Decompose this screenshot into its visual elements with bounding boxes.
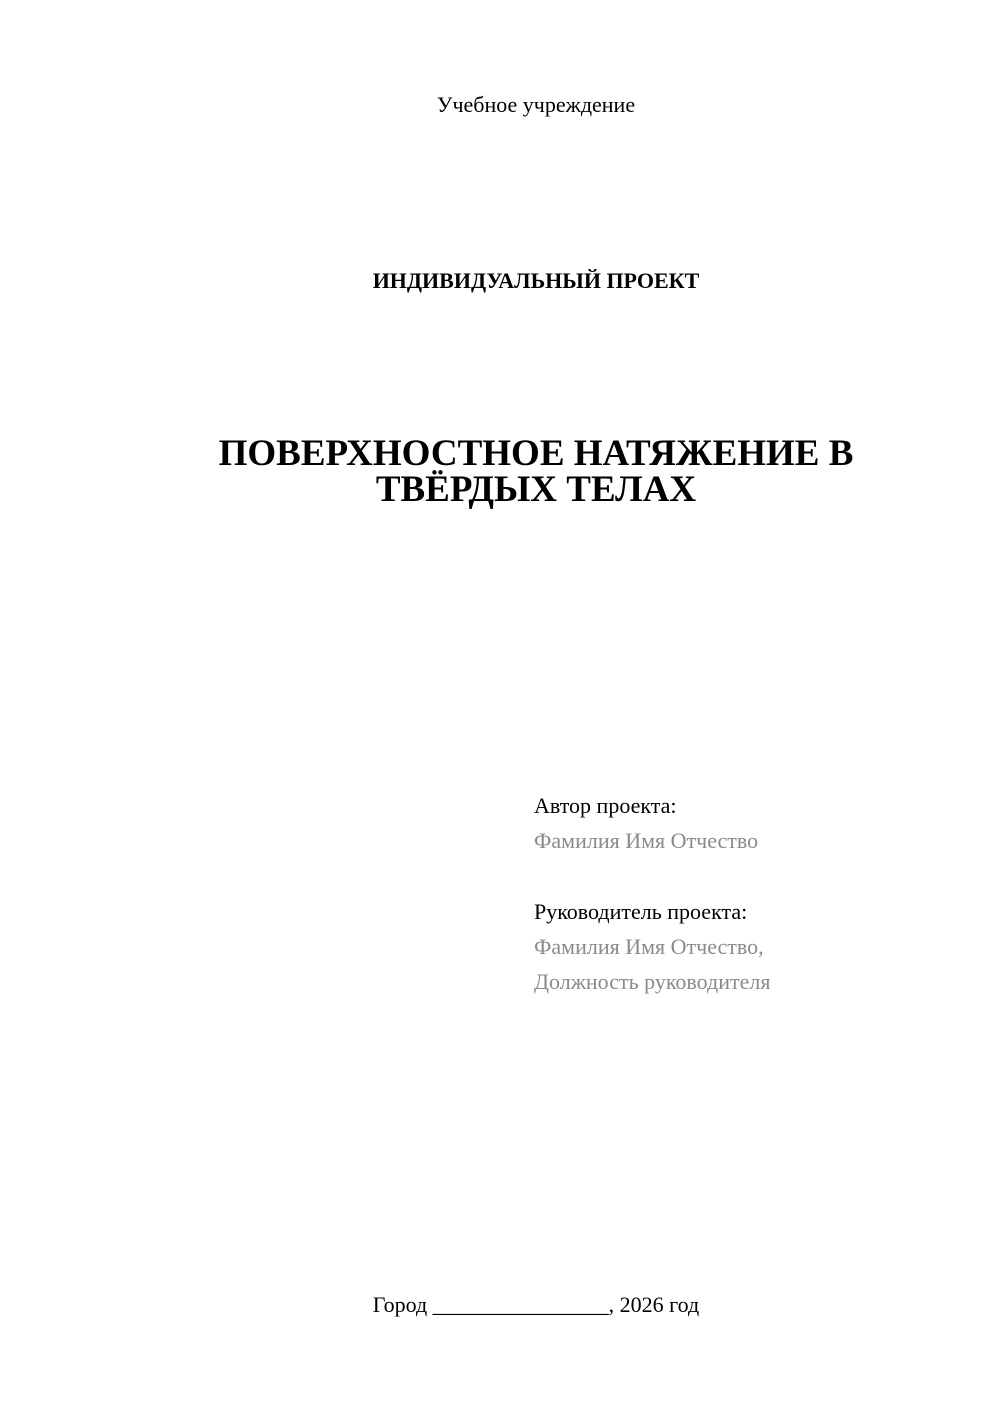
project-title	[0, 433, 1000, 510]
city-year-line: Город ________________, 2026 год	[372, 1292, 700, 1317]
institution-name: Учебное учреждение	[436, 92, 636, 117]
project-info-block	[534, 788, 974, 999]
author-label: Автор проекта:	[534, 793, 677, 818]
author-name: Фамилия Имя Отчество	[534, 828, 759, 853]
supervisor-name: Фамилия Имя Отчество,	[534, 934, 764, 959]
supervisor-position: Должность руководителя	[534, 969, 771, 994]
document-type: ИНДИВИДУАЛЬНЫЙ ПРОЕКТ	[372, 268, 700, 293]
supervisor-label: Руководитель проекта:	[534, 899, 748, 924]
project-title-line-1: ПОВЕРХНОСТНОЕ НАТЯЖЕНИЕ В	[218, 433, 854, 474]
project-title-line-2: ТВЁРДЫХ ТЕЛАХ	[375, 469, 697, 510]
